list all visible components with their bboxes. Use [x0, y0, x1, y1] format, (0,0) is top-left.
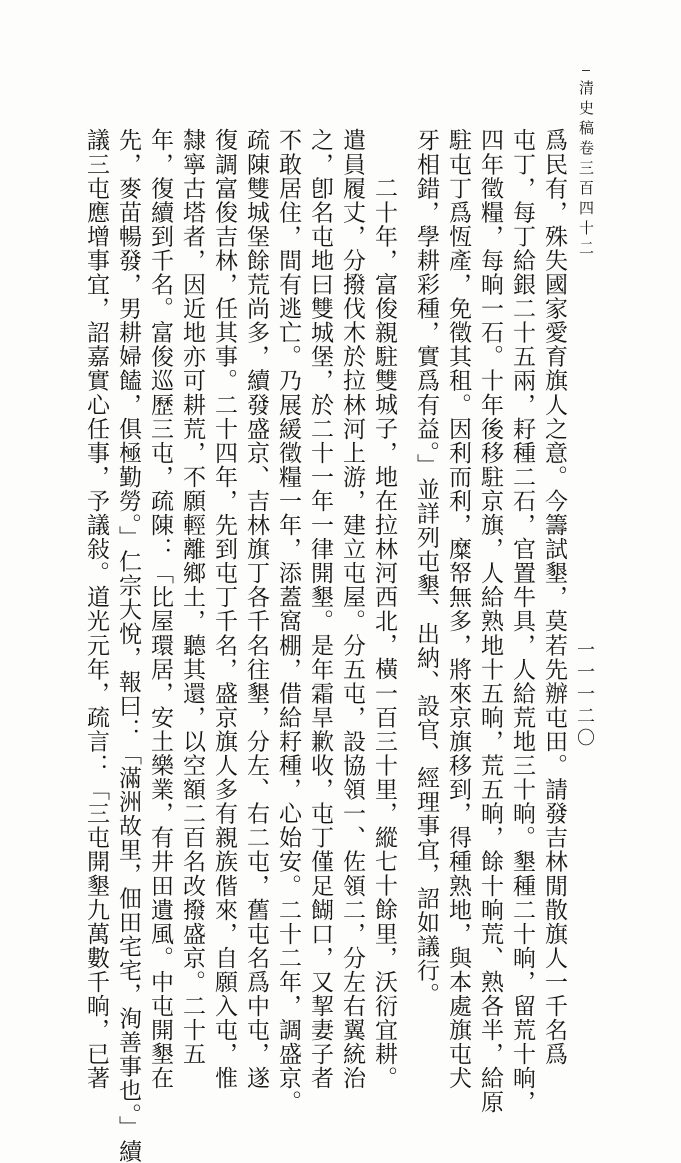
header-rule [582, 70, 590, 71]
text-column: 復調富俊吉林，任其事。二十四年，先到屯丁千名，盛京旗人多有親族偕來，自願入屯，惟 [211, 128, 237, 1090]
text-column: 隸寧古塔者，因近地亦可耕荒，不願輕離鄉土，聽其還，以空額二百名改撥盛京。二十五 [179, 128, 205, 1066]
text-column: 先，麥苗暢發，男耕婦饁，俱極勤勞。」仁宗大悅，報曰：「滿洲故里，佃田宅宅，洵善事也。」續 [115, 128, 141, 1163]
text-column: 疏陳雙城堡餘荒尚多，續發盛京、吉林旗丁各千名往墾，分左、右二屯，舊屯名爲中屯，遂 [243, 128, 269, 1090]
text-column: 爲民有，殊失國家愛育旗人之意。今籌試墾，莫若先辦屯田。請發吉林閒散旗人一千名爲 [541, 128, 567, 1066]
page-number: 一一一二〇 [574, 640, 595, 750]
text-column: 年，復續到千名。富俊巡歷三屯，疏陳：「比屋環居，安土樂業，有井田遺風。中屯開墾在 [147, 128, 173, 1090]
text-column: 牙相錯，學耕彩種，實爲有益。」並詳列屯墾、出納、設官、經理事宜，詔如議行。 [413, 128, 439, 1007]
text-column: 四年徵糧，每晌一石。十年後移駐京旗，人給熟地十五晌，荒五晌，餘十晌荒、熟各半，給原 [477, 128, 503, 1115]
text-column: 屯丁，每丁給銀二十五兩，耔種二石，官置牛具，人給荒地三十晌。墾種二十晌，留荒十晌， [509, 128, 535, 1115]
text-column: 之，卽名屯地曰雙城堡，於二十一年一律開墾。是年霜旱歉收，屯丁僅足餬口，又挈妻子者 [307, 128, 333, 1090]
text-column: 遣員履丈，分撥伐木於拉林河上游，建立屯屋。分五屯，設協領一、佐領二，分左右翼統治 [339, 128, 365, 1090]
text-column: 議三屯應增事宜，詔嘉實心任事，予議敍。道光元年，疏言：「三屯開墾九萬數千晌，已著 [83, 128, 109, 1090]
book-title-header: 清史稿卷三百四十二 [577, 80, 595, 260]
text-column: 不敢居住，間有逃亡。乃展緩徵糧一年，添蓋窩棚，借給耔種，心始安。二十二年，調盛京。 [275, 128, 301, 1115]
text-column: 二十年，富俊親駐雙城子，地在拉林河西北，橫一百三十里，縱七十餘里，沃衍宜耕。 [371, 176, 397, 1090]
text-column: 駐屯丁爲恆產，免徵其租。因利而利，糜帑無多，將來京旗移到，得種熟地，與本處旗屯犬 [445, 128, 471, 1090]
